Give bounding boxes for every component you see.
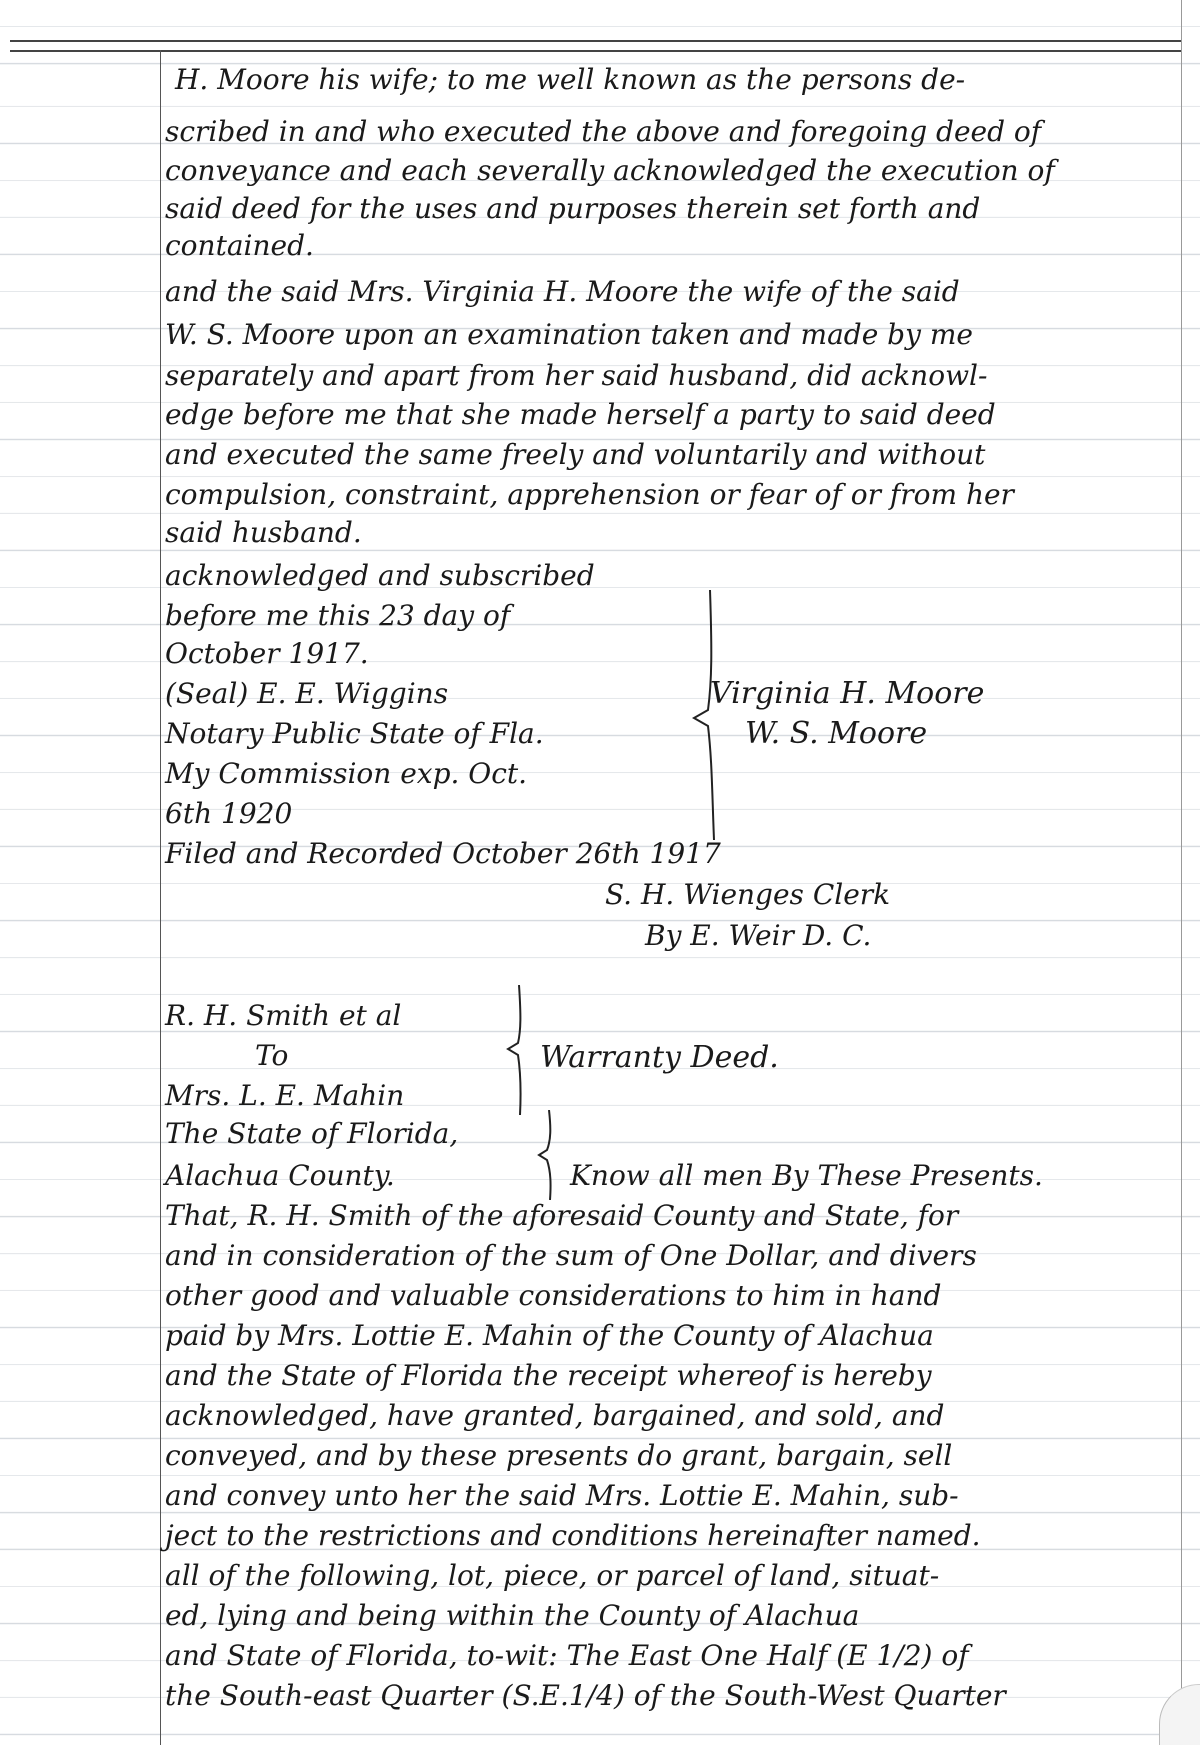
text-line: separately and apart from her said husband, did acknowl- — [165, 359, 988, 392]
text-line: acknowledged, have granted, bargained, and sold, and — [165, 1399, 945, 1432]
parties-brace — [505, 985, 535, 1115]
text-line: and State of Florida, to-wit: The East One Half (E 1/2) of — [165, 1639, 969, 1672]
deputy-clerk-line: By E. Weir D. C. — [645, 919, 872, 952]
deed-type-label: Warranty Deed. — [540, 1040, 779, 1075]
text-line: edge before me that she made herself a party to said deed — [165, 398, 996, 431]
grantor-line: R. H. Smith et al — [165, 999, 402, 1032]
text-line: paid by Mrs. Lottie E. Mahin of the County of Alachua — [165, 1319, 934, 1352]
page-corner — [1159, 1684, 1200, 1745]
acknowledgment-line: October 1917. — [165, 637, 369, 670]
to-line: To — [255, 1039, 289, 1072]
top-rule — [10, 40, 1182, 52]
right-rule — [1181, 0, 1182, 1715]
text-line: and executed the same freely and voluntarily and without — [165, 438, 986, 471]
text-line: contained. — [165, 229, 314, 262]
text-line: the South-east Quarter (S.E.1/4) of the South-West Quarter — [165, 1679, 1006, 1712]
text-line: and convey unto her the said Mrs. Lottie E. Mahin, sub- — [165, 1479, 959, 1512]
text-line: and the said Mrs. Virginia H. Moore the wife of the said — [165, 275, 960, 308]
filed-recorded-line: Filed and Recorded October 26th 1917 — [165, 837, 721, 870]
text-line: H. Moore his wife; to me well known as the persons de- — [175, 63, 966, 96]
notary-seal-line: (Seal) E. E. Wiggins — [165, 677, 449, 710]
clerk-line: S. H. Wienges Clerk — [605, 878, 891, 911]
state-line: The State of Florida, — [165, 1117, 459, 1150]
text-line: said deed for the uses and purposes therein set forth and — [165, 192, 981, 225]
acknowledgment-line: acknowledged and subscribed — [165, 559, 595, 592]
text-line: said husband. — [165, 516, 362, 549]
text-line: ed, lying and being within the County of Alachua — [165, 1599, 860, 1632]
text-line: compulsion, constraint, apprehension or fear of or from her — [165, 478, 1014, 511]
text-line: other good and valuable considerations to him in hand — [165, 1279, 942, 1312]
text-line: all of the following, lot, piece, or parcel of land, situat- — [165, 1559, 940, 1592]
commission-line: My Commission exp. Oct. — [165, 757, 528, 790]
grantee-line: Mrs. L. E. Mahin — [165, 1079, 405, 1112]
notary-title-line: Notary Public State of Fla. — [165, 717, 544, 750]
text-line: conveyance and each severally acknowledged the execution of — [165, 154, 1055, 187]
text-line: ject to the restrictions and conditions hereinafter named. — [165, 1519, 981, 1552]
venue-brace — [535, 1110, 565, 1200]
acknowledgment-brace — [690, 590, 730, 840]
opening-clause: Know all men By These Presents. — [570, 1159, 1043, 1192]
text-line: W. S. Moore upon an examination taken and made by me — [165, 318, 973, 351]
commission-date-line: 6th 1920 — [165, 797, 293, 830]
acknowledgment-line: before me this 23 day of — [165, 599, 511, 632]
signature-ws-moore: W. S. Moore — [745, 716, 928, 751]
county-line: Alachua County. — [165, 1159, 395, 1192]
margin-line — [160, 50, 161, 1745]
text-line: conveyed, and by these presents do grant, bargain, sell — [165, 1439, 953, 1472]
text-line: scribed in and who executed the above and foregoing deed of — [165, 115, 1042, 148]
signature-virginia: Virginia H. Moore — [710, 676, 985, 711]
text-line: and the State of Florida the receipt whereof is hereby — [165, 1359, 932, 1392]
text-line: and in consideration of the sum of One Dollar, and divers — [165, 1239, 977, 1272]
text-line: That, R. H. Smith of the aforesaid County and State, for — [165, 1199, 959, 1232]
